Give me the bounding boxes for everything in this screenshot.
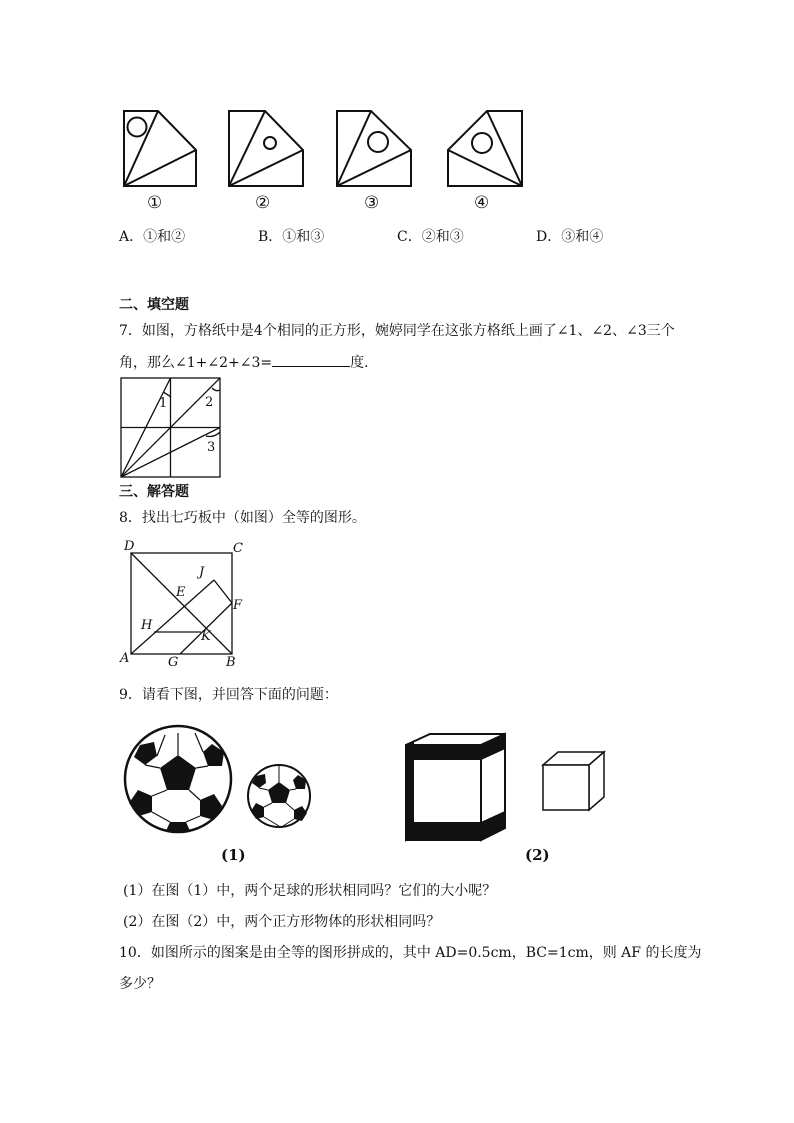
tangram-point-E: E <box>176 585 186 600</box>
q9-sub1: (1）在图（1）中，两个足球的形状相同吗？它们的大小呢？ <box>123 883 497 899</box>
small-cube <box>543 752 604 810</box>
fig1-label: ① <box>147 193 163 213</box>
q6-option-c: C．②和③ <box>397 229 464 245</box>
tangram-point-D: D <box>124 539 135 554</box>
fig4-label: ④ <box>474 193 490 213</box>
fig3-label: ③ <box>364 193 380 213</box>
tangram-point-G: G <box>168 655 179 670</box>
q9-caption-2: (2) <box>525 846 550 864</box>
tangram-point-J: J <box>199 565 205 580</box>
q6-option-a: A．①和② <box>119 229 186 245</box>
q8-text: 8．找出七巧板中（如图）全等的图形。 <box>119 510 366 526</box>
section3-title: 三、解答题 <box>119 484 189 500</box>
q6-option-b: B．①和③ <box>258 229 325 245</box>
tangram-point-H: H <box>141 618 153 633</box>
q10-line2: 多少？ <box>119 976 161 992</box>
big-cube <box>406 734 505 840</box>
tangram-point-F: F <box>233 598 243 613</box>
tangram-point-K: K <box>201 629 211 644</box>
tangram-point-B: B <box>226 655 236 670</box>
tangram-point-C: C <box>233 541 243 556</box>
q7-angle-label-2: 2 <box>205 395 214 410</box>
q7-line1: 7．如图，方格纸中是4个相同的正方形，婉婷同学在这张方格纸上画了∠1、∠2、∠3三个 <box>119 323 675 339</box>
q7-line2-prefix: 角，那么∠1+∠2+∠3= <box>119 355 273 371</box>
section2-title: 二、填空题 <box>119 297 189 313</box>
q9-text: 9．请看下图，并回答下面的问题： <box>119 687 338 703</box>
tangram-point-A: A <box>120 651 130 666</box>
q9-sub2: (2）在图（2）中，两个正方形物体的形状相同吗？ <box>123 914 441 930</box>
small-soccer-ball <box>248 765 310 827</box>
fig2-label: ② <box>255 193 271 213</box>
q7-angle-label-3: 3 <box>207 440 216 455</box>
big-soccer-ball <box>125 726 231 832</box>
q10-line1: 10．如图所示的图案是由全等的图形拼成的，其中 AD=0.5cm，BC=1cm，则 AF 的长度为 <box>119 945 702 961</box>
q7-angle-label-1: 1 <box>159 396 168 411</box>
q7-line2-suffix: 度． <box>350 355 379 371</box>
q6-option-d: D．③和④ <box>536 229 604 245</box>
q9-caption-1: (1) <box>221 846 246 864</box>
